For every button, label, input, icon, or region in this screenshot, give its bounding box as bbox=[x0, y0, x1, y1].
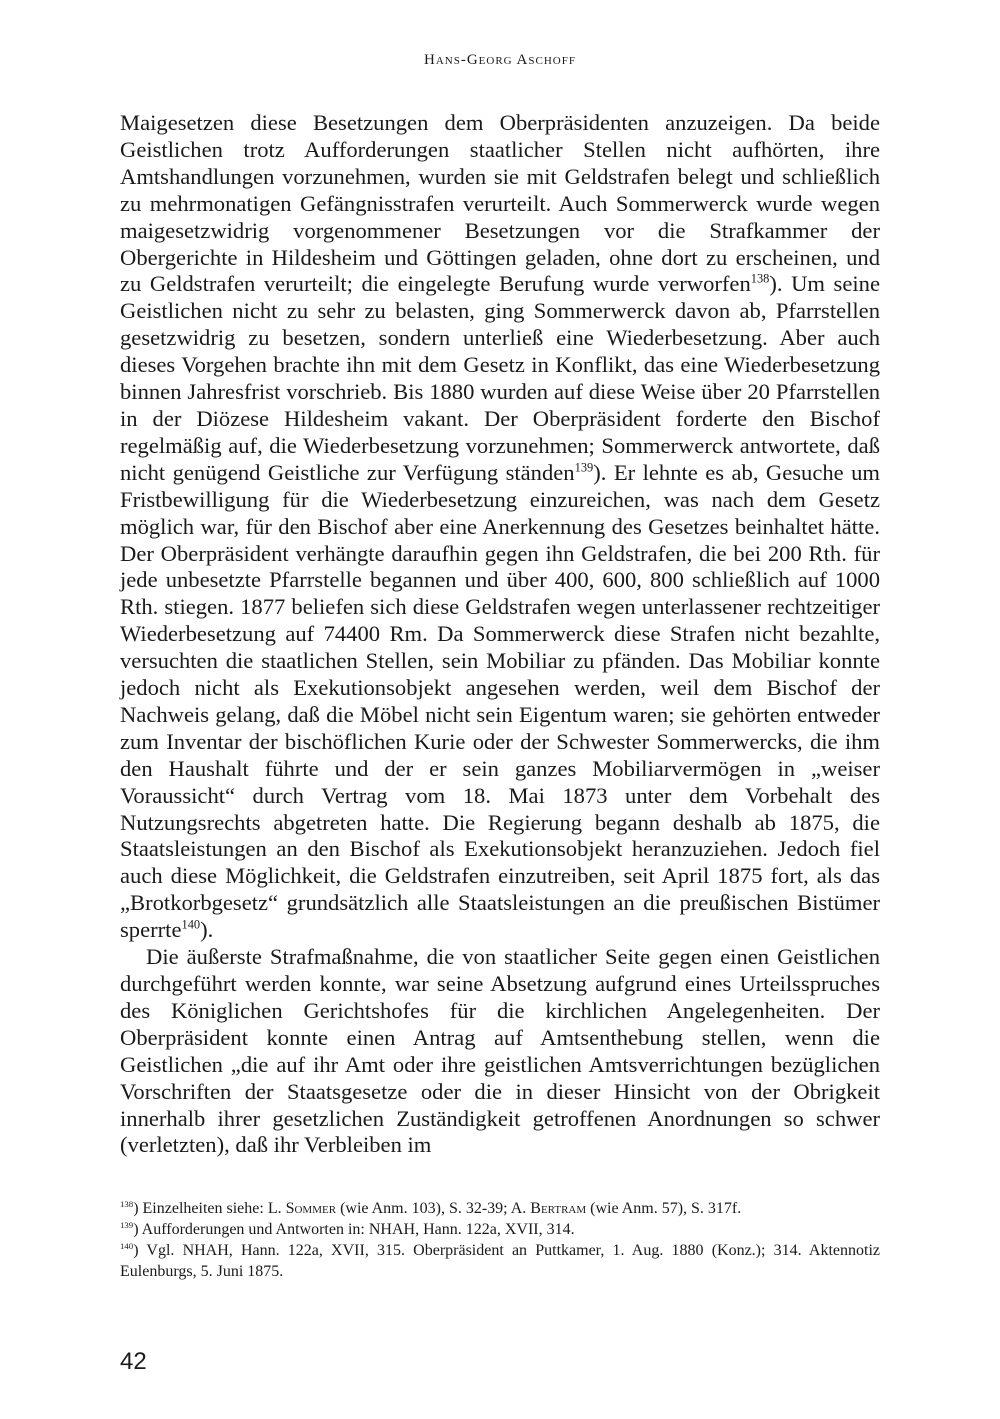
paragraph-1-text-c: ). Er lehnte es ab, Gesuche um Fristbewilligung für die Wiederbesetzung einzureichen, was nach dem Gesetz möglich war, für den Bischof aber eine Anerkennung des Gesetzes beinhaltet hätte. Der Oberpräsident verhängte daraufhin gegen ihn Geldstrafen, die bei 200 Rth. für jede unbesetzte Pfarrstelle begannen und über 400, 600, 800 schließlich auf 1000 Rth. stiegen. 1877 beliefen sich diese Geldstrafen wegen unterlassener rechtzeitiger Wiederbesetzung auf 74400 Rm. Da Sommerwerck diese Strafen nicht bezahlte, versuchten die staatlichen Stellen, sein Mobiliar zu pfänden. Das Mobiliar konnte jedoch nicht als Exekutionsobjekt angesehen werden, weil dem Bischof der Nachweis gelang, daß die Möbel nicht sein Eigentum waren; sie gehörten entweder zum Inventar der bischöflichen Kurie oder der Schwester Sommerwercks, die ihm den Haushalt führte und der er sein ganzes Mobiliarvermögen in „weiser Voraussicht“ durch Vertrag vom 18. Mai 1873 unter dem Vorbehalt des Nutzungsrechts abgetreten hatte. Die Regierung begann deshalb ab 1875, die Staatsleistungen an den Bischof als Exekutionsobjekt heranzuziehen. Jedoch fiel auch diese Möglichkeit, die Geldstrafen einzutreiben, seit April 1875 fort, als das „Brotkorbgesetz“ grundsätzlich alle Staatsleistungen an die preußischen Bistümer sperrte bbox=[120, 459, 880, 943]
main-text bbox=[120, 110, 880, 1159]
footnote-text: (wie Anm. 57), S. 317f. bbox=[586, 1200, 742, 1217]
footnote-ref-139[interactable]: 139 bbox=[574, 460, 594, 475]
footnote-text: ) Vgl. NHAH, Hann. 122a, XVII, 315. Oberpräsident an Puttkamer, 1. Aug. 1880 (Konz.); 314. Aktennotiz Eulenburgs, 5. Juni 1875. bbox=[120, 1242, 880, 1280]
footnote-mark: 138 bbox=[120, 1198, 134, 1209]
paragraph-1-text-b: ). Um seine Geistlichen nicht zu sehr zu belasten, ging Sommerwerck davon ab, Pfarrstellen gesetzwidrig zu besetzen, sondern unterließ eine Wiederbesetzung. Aber auch dieses Vorgehen brachte ihn mit dem Gesetz in Konflikt, das eine Wiederbesetzung binnen Jahresfrist vorschrieb. Bis 1880 wurden auf diese Weise über 20 Pfarrstellen in der Diözese Hildesheim vakant. Der Oberpräsident forderte den Bischof regelmäßig auf, die Wiederbesetzung vorzunehmen; Sommerwerck antwortete, daß nicht genügend Geistliche zur Verfügung ständen bbox=[120, 271, 880, 485]
page-number: 42 bbox=[120, 1348, 147, 1375]
footnote-mark: 140 bbox=[120, 1240, 134, 1251]
footnote-138 bbox=[120, 1198, 880, 1219]
footnote-139 bbox=[120, 1219, 880, 1240]
author-name: Bertram bbox=[530, 1200, 587, 1217]
paragraph-1-text-a: Maigesetzen diese Besetzungen dem Oberpräsidenten anzuzeigen. Da beide Geistlichen trotz Aufforderungen staatlicher Stellen nicht aufhörten, ihre Amtshandlungen vorzunehmen, wurden sie mit Geldstrafen belegt und schließlich zu mehrmonatigen Gefängnisstrafen verurteilt. Auch Sommerwerck wurde wegen maigesetzwidrig vorgenommener Besetzungen vor die Strafkammer der Obergerichte in Hildesheim und Göttingen geladen, ohne dort zu erscheinen, und zu Geldstrafen verurteilt; die eingelegte Berufung wurde verworfen bbox=[120, 110, 880, 297]
paragraph-2: Die äußerste Strafmaßnahme, die von staatlicher Seite gegen einen Geistlichen durchgeführt werden konnte, war seine Absetzung aufgrund eines Urteilsspruches des Königlichen Gerichtshofes für die kirchlichen Angelegenheiten. Der Oberpräsident konnte einen Antrag auf Amtsenthebung stellen, wenn die Geistlichen „die auf ihr Amt oder ihre geistlichen Amtsverrichtungen bezüglichen Vorschriften der Staatsgesetze oder die in dieser Hinsicht von der Obrigkeit innerhalb ihrer gesetzlichen Zuständigkeit getroffenen Anordnungen so schwer (verletzten), daß ihr Verbleiben im bbox=[120, 944, 880, 1158]
footnote-140 bbox=[120, 1240, 880, 1282]
footnote-text: ) Aufforderungen und Antworten in: NHAH, Hann. 122a, XVII, 314. bbox=[133, 1221, 575, 1238]
footnote-ref-140[interactable]: 140 bbox=[181, 917, 201, 932]
footnote-text: ) Einzelheiten siehe: L. bbox=[133, 1200, 286, 1217]
paragraph-1-text-d: ). bbox=[200, 917, 214, 943]
footnote-mark: 139 bbox=[120, 1219, 134, 1230]
footnote-text: (wie Anm. 103), S. 32-39; A. bbox=[336, 1200, 531, 1217]
footnotes bbox=[120, 1198, 880, 1282]
running-head: Hans-Georg Aschoff bbox=[424, 52, 576, 68]
author-name: Sommer bbox=[285, 1200, 337, 1217]
paragraph-1 bbox=[120, 110, 880, 944]
footnote-ref-138[interactable]: 138 bbox=[750, 271, 770, 286]
